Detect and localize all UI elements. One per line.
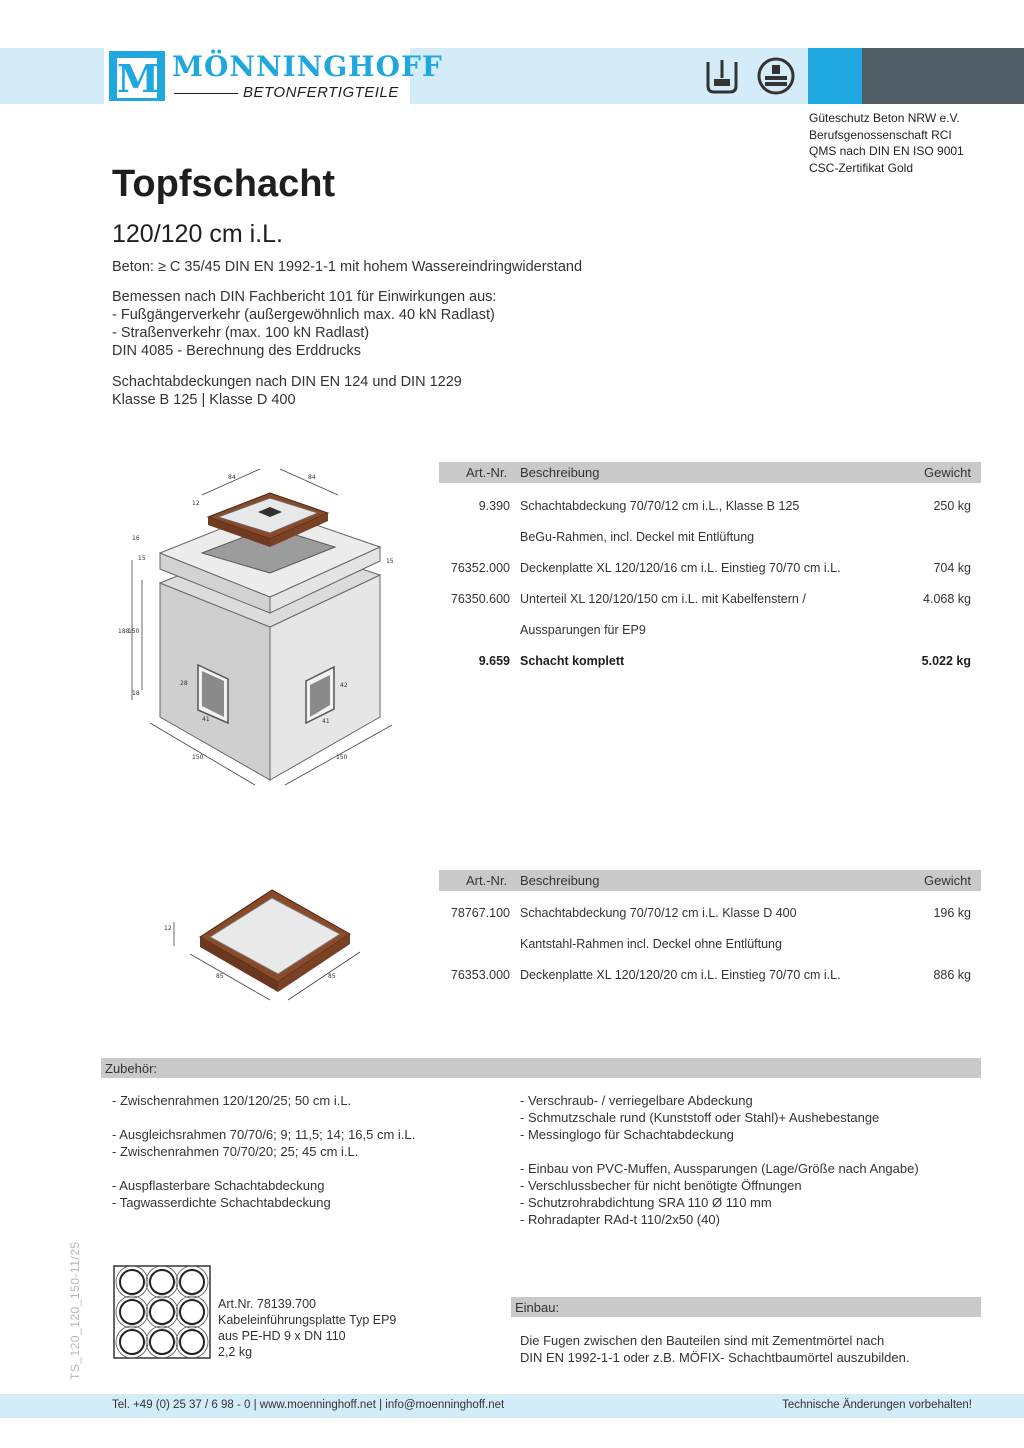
table-cell-weight: 196 kg xyxy=(933,906,971,920)
beton-spec: Beton: ≥ C 35/45 DIN EN 1992-1-1 mit hohem Wassereindringwiderstand xyxy=(112,259,583,275)
list-item: - Verschlussbecher für nicht benötigte Öffnungen xyxy=(520,1178,802,1193)
table2-header xyxy=(439,870,981,891)
dim-label: 12 xyxy=(192,500,200,507)
bemessung-line: - Straßenverkehr (max. 100 kN Radlast) xyxy=(112,325,370,341)
footer-contact: Tel. +49 (0) 25 37 / 6 98 - 0 | www.moenninghoff.net | info@moenninghoff.net xyxy=(112,1399,505,1411)
dim-label: 42 xyxy=(340,682,348,689)
cover-d400-drawing xyxy=(160,882,370,1002)
table1-header xyxy=(439,462,981,483)
einbau-text xyxy=(520,1332,909,1366)
certifications xyxy=(809,110,964,176)
list-spacer xyxy=(112,1109,502,1126)
ep9-line: aus PE-HD 9 x DN 110 xyxy=(218,1329,346,1343)
zubehoer-title: Zubehör: xyxy=(105,1061,158,1076)
logo-letter: M xyxy=(117,56,160,101)
table1-body xyxy=(439,497,981,677)
zubehoer-header xyxy=(101,1058,981,1078)
table-cell-art: 76350.600 xyxy=(450,592,510,606)
abdeckungen-line: Klasse B 125 | Klasse D 400 xyxy=(112,392,296,408)
company-name: MÖNNINGHOFF xyxy=(172,50,443,83)
col-desc-header: Beschreibung xyxy=(520,873,600,888)
col-desc-header: Beschreibung xyxy=(520,465,600,480)
bemessung-block xyxy=(112,288,496,360)
dim-label: 28 xyxy=(180,680,188,687)
table-cell-desc: Kantstahl-Rahmen incl. Deckel ohne Entlüftung xyxy=(520,937,782,951)
list-item: - Schutzrohrabdichtung SRA 110 Ø 110 mm xyxy=(520,1195,772,1210)
table-cell-desc: Unterteil XL 120/120/150 cm i.L. mit Kabelfenstern / xyxy=(520,592,806,606)
col-art-header: Art.-Nr. xyxy=(466,873,508,888)
certification-line: Berufsgenossenschaft RCI xyxy=(809,127,952,142)
document-code: TS_120_120_150-11/25 xyxy=(68,1241,82,1380)
table-cell-art: 76353.000 xyxy=(450,968,510,982)
table-cell-weight: 886 kg xyxy=(933,968,971,982)
certification-line: QMS nach DIN EN ISO 9001 xyxy=(809,144,964,158)
dim-label: 12 xyxy=(164,925,172,932)
table-cell-desc: Aussparungen für EP9 xyxy=(520,623,646,637)
table-cell-weight: 4.068 kg xyxy=(923,592,971,606)
list-item: - Schmutzschale rund (Kunststoff oder Stahl)+ Aushebestange xyxy=(520,1110,880,1125)
abdeckungen-block xyxy=(112,373,462,409)
shaft-assembly-drawing xyxy=(110,455,420,800)
einbau-line: DIN EN 1992-1-1 oder z.B. MÖFIX- Schachtbaumörtel auszubilden. xyxy=(520,1350,910,1365)
col-weight-header: Gewicht xyxy=(924,465,971,480)
ep9-line: Kabeleinführungsplatte Typ EP9 xyxy=(218,1313,397,1327)
list-spacer xyxy=(112,1160,502,1177)
bemessung-line: DIN 4085 - Berechnung des Erddrucks xyxy=(112,343,362,359)
ep9-line: Art.Nr. 78139.700 xyxy=(218,1297,316,1311)
logo-mark xyxy=(109,51,165,101)
einbau-header xyxy=(511,1297,981,1317)
dim-label: 41 xyxy=(322,718,330,725)
certification-line: Güteschutz Beton NRW e.V. xyxy=(809,111,960,125)
dim-label: 84 xyxy=(228,474,236,481)
table-cell-art-total: 9.659 xyxy=(478,654,510,668)
dim-label: 15 xyxy=(138,555,146,562)
company-subtitle: BETONFERTIGTEILE xyxy=(243,84,399,101)
list-item: - Verschraub- / verriegelbare Abdeckung xyxy=(520,1093,753,1108)
header-accent-block xyxy=(808,48,862,104)
table-cell-desc-total: Schacht komplett xyxy=(520,654,625,668)
certification-line: CSC-Zertifikat Gold xyxy=(809,160,914,175)
table-cell-weight: 250 kg xyxy=(933,499,971,513)
dim-label: 18 xyxy=(132,690,140,697)
dim-label: 150 xyxy=(192,754,204,761)
list-item: - Auspflasterbare Schachtabdeckung xyxy=(112,1178,325,1193)
col-weight-header: Gewicht xyxy=(924,873,971,888)
dim-label: 150 xyxy=(336,754,348,761)
zubehoer-left-list xyxy=(112,1092,502,1211)
bemessung-line: Bemessen nach DIN Fachbericht 101 für Einwirkungen aus: xyxy=(112,289,497,305)
list-spacer xyxy=(520,1143,980,1160)
abdeckungen-line: Schachtabdeckungen nach DIN EN 124 und DIN 1229 xyxy=(112,374,462,390)
table-cell-weight: 704 kg xyxy=(933,561,971,575)
list-item: - Zwischenrahmen 70/70/20; 25; 45 cm i.L. xyxy=(112,1144,359,1159)
dim-label: 85 xyxy=(328,973,336,980)
zubehoer-right-list xyxy=(520,1092,980,1228)
table-cell-desc: Deckenplatte XL 120/120/16 cm i.L. Einstieg 70/70 cm i.L. xyxy=(520,561,841,575)
list-item: - Rohradapter RAd-t 110/2x50 (40) xyxy=(520,1212,720,1227)
list-item: - Tagwasserdichte Schachtabdeckung xyxy=(112,1195,331,1210)
list-item: - Zwischenrahmen 120/120/25; 50 cm i.L. xyxy=(112,1093,352,1108)
table-cell-art: 78767.100 xyxy=(450,906,510,920)
water-tight-icon xyxy=(702,56,742,96)
table-cell-desc: Schachtabdeckung 70/70/12 cm i.L. Klasse D 400 xyxy=(520,906,797,920)
list-item: - Einbau von PVC-Muffen, Aussparungen (Lage/Größe nach Angabe) xyxy=(520,1161,919,1176)
table-cell-art: 76352.000 xyxy=(450,561,510,575)
table-cell-desc: BeGu-Rahmen, incl. Deckel mit Entlüftung xyxy=(520,530,755,544)
dim-label: 16 xyxy=(132,535,140,542)
ep9-line: 2,2 kg xyxy=(218,1345,253,1359)
ep9-info xyxy=(218,1296,396,1360)
list-item: - Ausgleichsrahmen 70/70/6; 9; 11,5; 14; 16,5 cm i.L. xyxy=(112,1127,416,1142)
table-cell-desc: Deckenplatte XL 120/120/20 cm i.L. Einstieg 70/70 cm i.L. xyxy=(520,968,841,982)
dim-label: 41 xyxy=(202,716,210,723)
ep9-plate-drawing xyxy=(112,1264,212,1360)
footer-disclaimer: Technische Änderungen vorbehalten! xyxy=(782,1399,972,1411)
einbau-line: Die Fugen zwischen den Bauteilen sind mit Zementmörtel nach xyxy=(520,1333,885,1348)
dim-label: 150 xyxy=(128,628,140,635)
dim-label: 85 xyxy=(216,973,224,980)
table-cell-art: 9.390 xyxy=(478,499,510,513)
logo-rule xyxy=(174,93,238,94)
table2-body xyxy=(439,904,981,994)
col-art-header: Art.-Nr. xyxy=(466,465,508,480)
dim-label: 84 xyxy=(308,474,316,481)
header-dark-block xyxy=(862,48,1024,104)
page-subtitle: 120/120 cm i.L. xyxy=(112,220,283,248)
bemessung-line: - Fußgängerverkehr (außergewöhnlich max. 40 kN Radlast) xyxy=(112,307,495,323)
table-cell-desc: Schachtabdeckung 70/70/12 cm i.L., Klasse B 125 xyxy=(520,499,800,513)
list-item: - Messinglogo für Schachtabdeckung xyxy=(520,1127,734,1142)
dim-label: 15 xyxy=(386,558,394,565)
load-class-icon xyxy=(756,56,796,96)
dim-label: 188 xyxy=(118,628,130,635)
table-cell-weight-total: 5.022 kg xyxy=(921,654,971,668)
einbau-title: Einbau: xyxy=(515,1300,560,1315)
page-title: Topfschacht xyxy=(112,163,336,205)
